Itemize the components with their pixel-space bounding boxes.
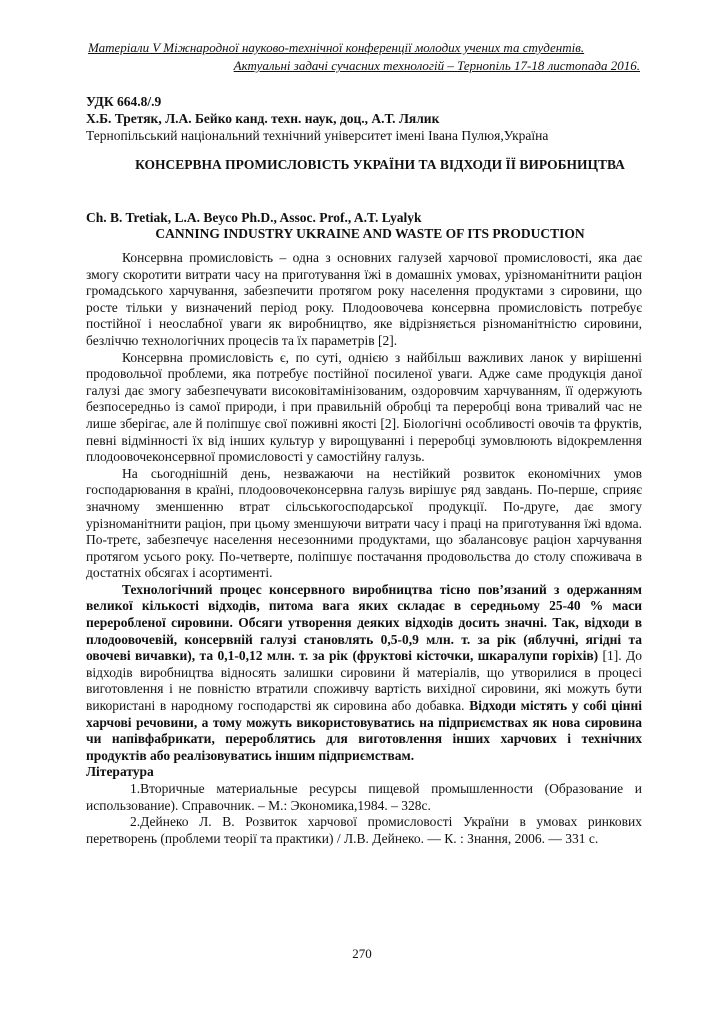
authors-ua: Х.Б. Третяк, Л.А. Бейко канд. техн. наук, доц., А.Т. Лялик — [86, 111, 440, 126]
authors-en: Ch. B. Tretiak, L.A. Beyco Ph.D., Assoc. Prof., A.T. Lyalyk — [86, 210, 422, 225]
paragraph-4 — [86, 582, 642, 765]
article-body — [86, 250, 642, 847]
paragraph-2: Консервна промисловість є, по суті, однією з найбільш важливих ланок у вирішенні продовольчої проблеми, яка потребує постійної посиленої уваги. Адже саме продукція даної галузі дає змогу забезпечувати високовітамінізованим, оздоровчим харчуванням, її одержують безпосередньо із самої природи, і при правильній обробці та переробці вона тривалий час не лише зберігає, але й поліпшує свої поживні якості [2]. Біологічні особливості овочів та фруктів, певні відмінності їх від інших культур у вирощуванні і переробці зумовлюють відокремлення плодоовочеконсервної промисловості у самостійну галузь. — [86, 349, 642, 465]
paragraph-4-bold-2: Відходи містять у собі цінні харчові речовини, а тому можуть використовуватись на підприємствах як нова сировина чи напівфабрикати, перероблятись для виготовлення інших харчових і технічних продуктів або реалізовуватись іншим підприємствам. — [86, 698, 642, 763]
conference-header-line2: Актуальні задачі сучасних технологій – Тернопіль 17-18 листопада 2016. — [233, 58, 640, 73]
udk-code: УДК 664.8/.9 — [86, 94, 162, 109]
page-number: 270 — [352, 946, 372, 961]
paragraph-4-text: [1]. До відходів виробництва відносять залишки сировини й матеріалів, що утворилися в процесі виготовлення і не повністю втратили споживчу вартість вихідної сировини, які можуть бути використані в народному господарстві як сировина або добавка. — [86, 648, 642, 714]
reference-2: 2.Дейнеко Л. В. Розвиток харчової промисловості України в умовах ринкових перетворень (проблеми теорії та практики) / Л.В. Дейнеко. — К. : Знання, 2006. — 331 с. — [86, 814, 642, 846]
paragraph-3: На сьогоднішній день, незважаючи на нестійкий розвиток економічних умов господарювання в країні, плодоовочеконсервна галузь вирішує ряд завдань. По-перше, сприяє значному зменшенню втрат сільськогосподарської продукції. По-друге, дає змогу урізноманітнити раціон, при цьому зменшуючи витрати часу і праці на приготування їжі вдома. По-третє, забезпечує населення несезонними продуктами, що збалансовує раціон харчування протягом усього року. По-четверте, поліпшує постачання продовольства до столу споживача в достатніх обсягах і асортименті. — [86, 465, 642, 581]
paragraph-4-bold: Технологічний процес консервного виробництва тісно пов’язаний з одержанням великої кількості відходів, питома вага яких складає в середньому 25-40 % маси переробленої сировини. Обсяги утворення деяких відходів досить значні. Так, відходи в плодоовочевій, консервній галузі становлять 0,5-0,9 млн. т. за рік (яблучні, ягідні та овочеві вичавки), та 0,1-0,12 млн. т. за рік (фруктові кісточки, шкаралупи горіхів) — [86, 581, 642, 664]
title-ua: КОНСЕРВНА ПРОМИСЛОВІСТЬ УКРАЇНИ ТА ВІДХОДИ ЇЇ ВИРОБНИЦТВА — [135, 157, 625, 172]
references-heading: Література — [86, 764, 154, 780]
reference-1: 1.Вторичные материальные ресурсы пищевой промышленности (Образование и использование). Справочник. – М.: Экономика,1984. – 328с. — [86, 781, 642, 813]
conference-header-line1: Матеріали V Міжнародної науково-технічної конференції молодих учених та студентів. — [88, 40, 585, 55]
title-en: CANNING INDUSTRY UKRAINE AND WASTE OF ITS PRODUCTION — [155, 226, 585, 241]
affiliation: Тернопільський національний технічний університет імені Івана Пулюя,Україна — [86, 128, 549, 143]
paragraph-1: Консервна промисловість – одна з основних галузей харчової промисловості, яка дає змогу скоротити витрати часу на приготування їжі в домашніх умовах, урізноманітнити раціон громадського харчування, забезпечити протягом року населення продуктами з сировини, що росте тільки у визначений період року. Плодоовочева консервна промисловість потребує постійної і неослабної уваги як виробництво, яке відрізняється різноманітністю сировини, безліччю технологічних процесів та їх параметрів [2]. — [86, 250, 642, 348]
